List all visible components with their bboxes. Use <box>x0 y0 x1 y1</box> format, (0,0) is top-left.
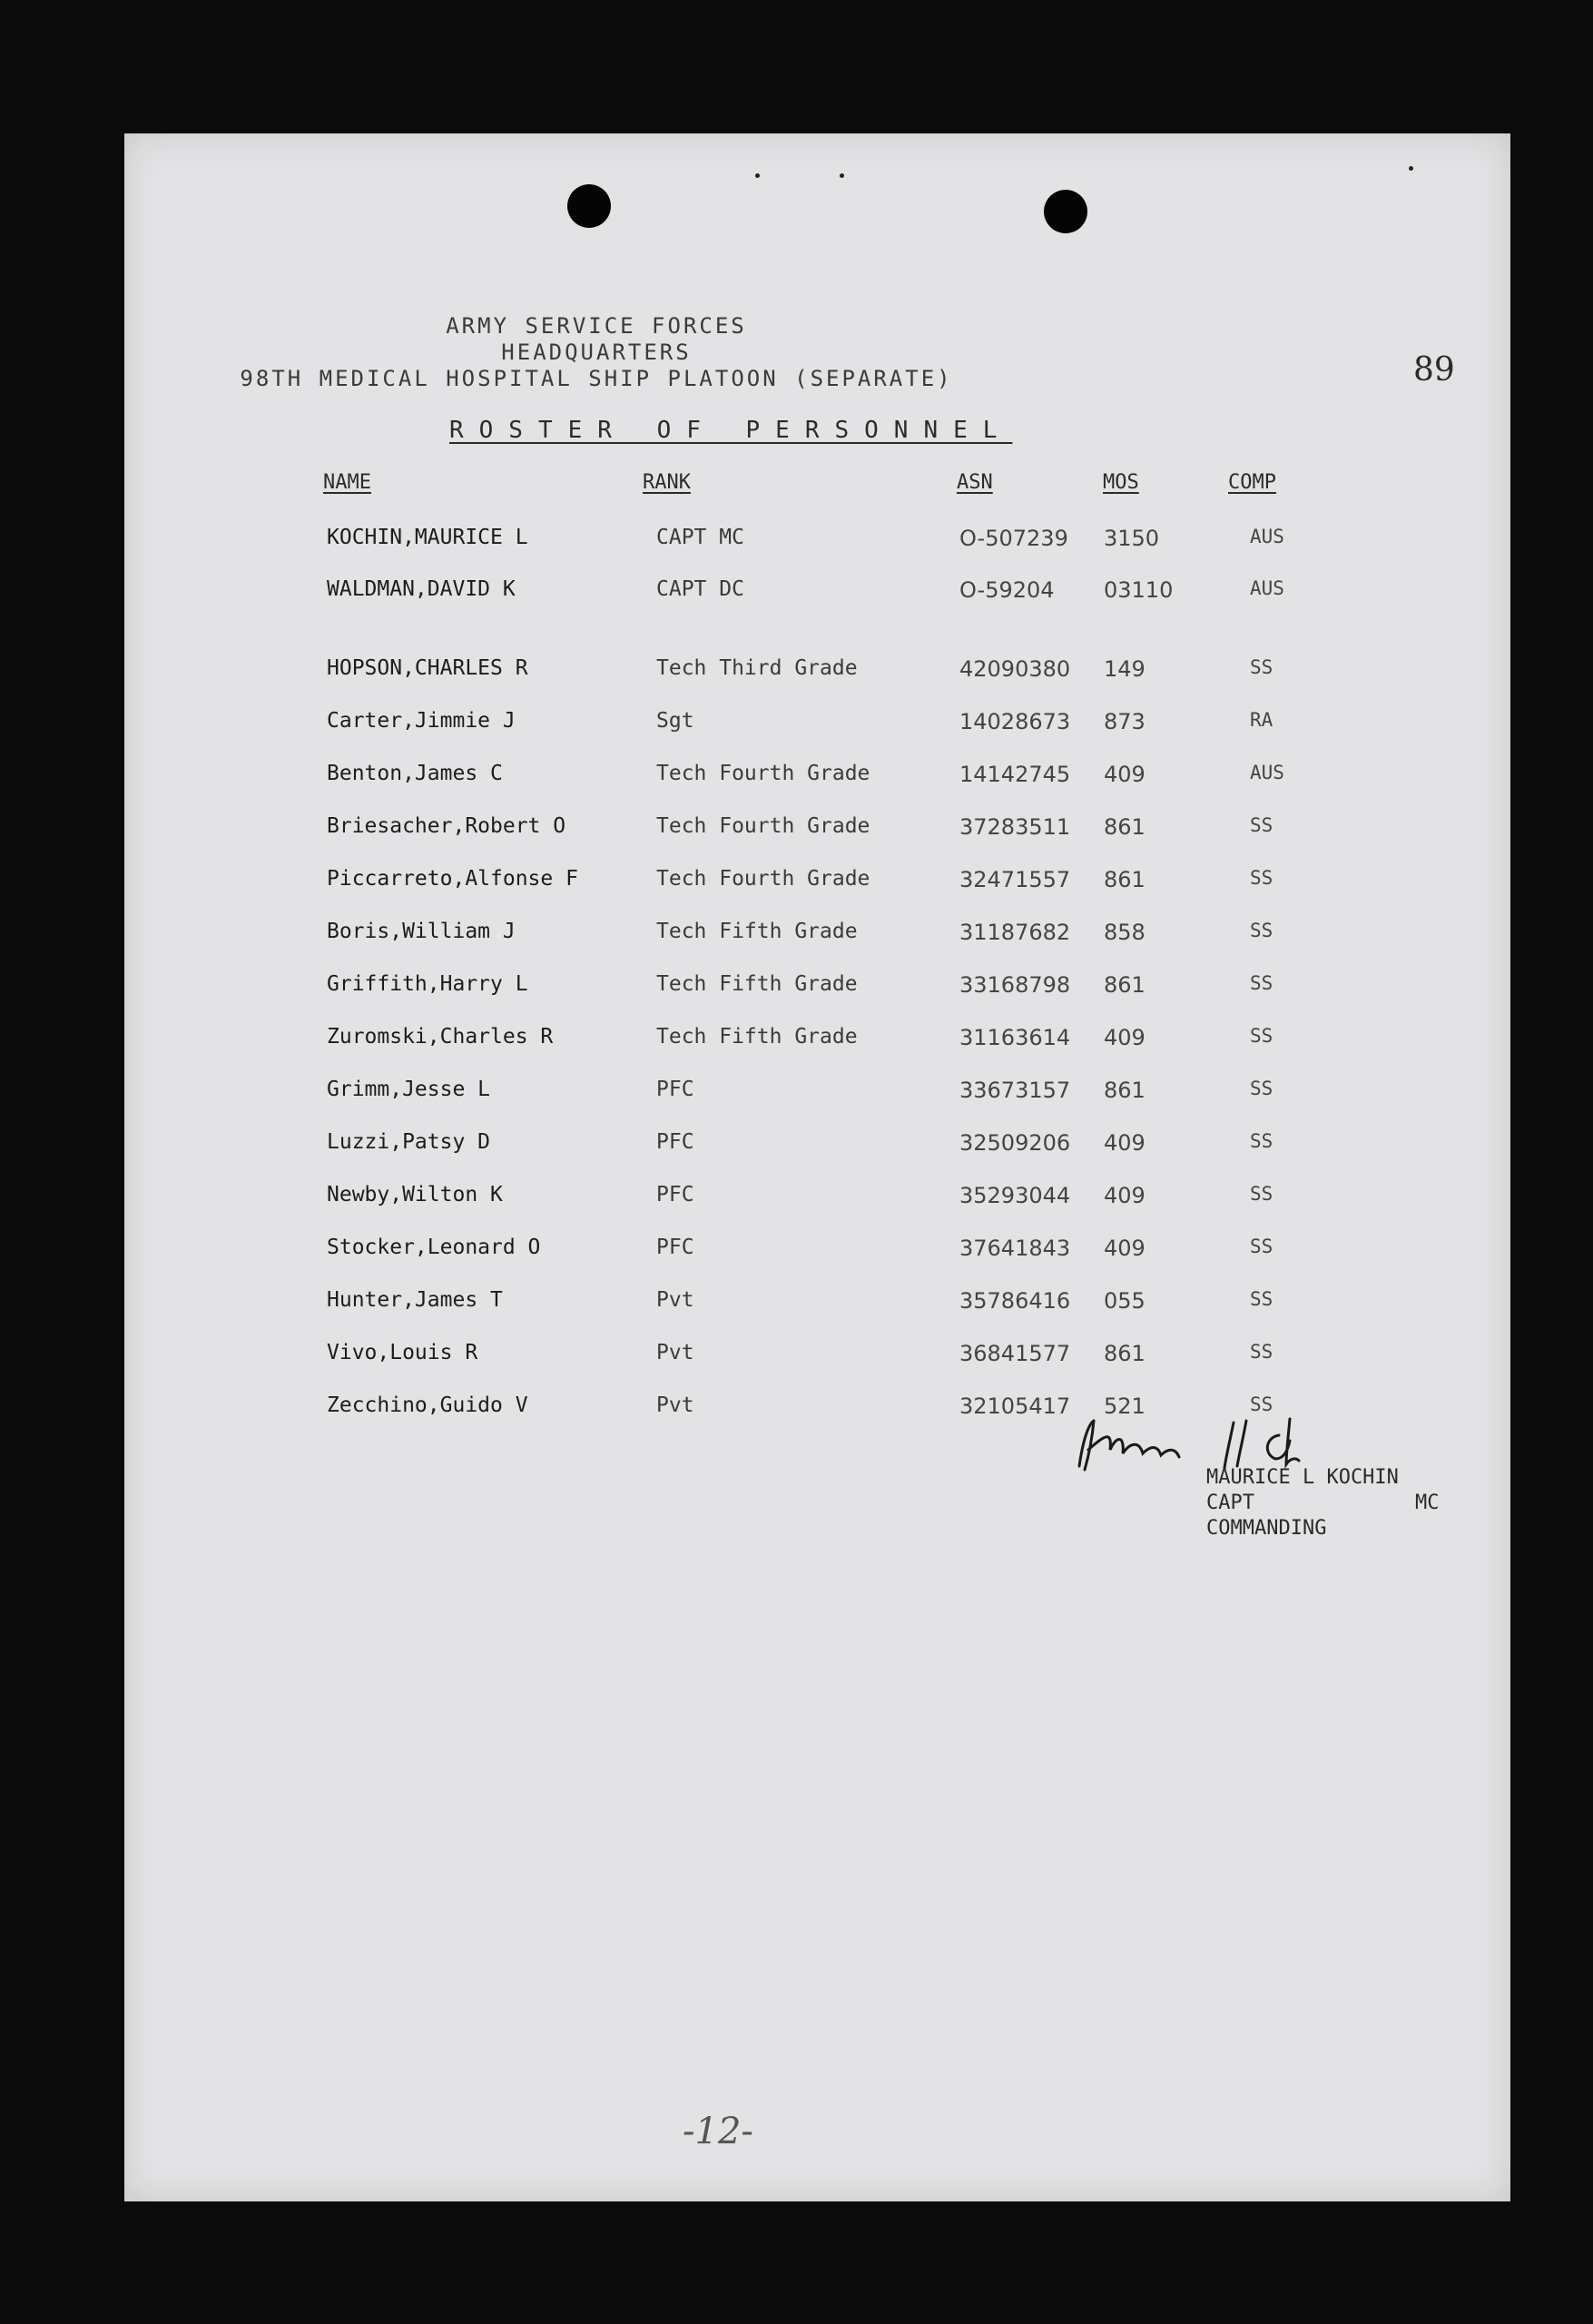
cell-asn: 37641843 <box>959 1236 1071 1261</box>
cell-rank: Tech Fifth Grade <box>656 920 858 943</box>
cell-comp: SS <box>1250 920 1273 941</box>
cell-comp: SS <box>1250 867 1273 889</box>
cell-mos: 861 <box>1104 1341 1146 1366</box>
column-header-rank: RANK <box>643 471 691 494</box>
column-header-comp: COMP <box>1228 471 1276 494</box>
cell-asn: O-59204 <box>959 577 1055 603</box>
roster-title: ROSTER OF PERSONNEL <box>449 417 1013 444</box>
cell-rank: Tech Fourth Grade <box>656 867 870 891</box>
cell-name: Grimm,Jesse L <box>327 1078 491 1101</box>
cell-asn: 33673157 <box>959 1078 1071 1103</box>
cell-comp: SS <box>1250 1236 1273 1257</box>
cell-mos: 873 <box>1104 709 1146 734</box>
cell-asn: 31187682 <box>959 920 1071 945</box>
cell-name: WALDMAN,DAVID K <box>327 577 516 601</box>
header-line-3: 98TH MEDICAL HOSPITAL SHIP PLATOON (SEPARATE) <box>240 366 953 391</box>
cell-asn: 31163614 <box>959 1025 1071 1050</box>
cell-name: Newby,Wilton K <box>327 1183 503 1206</box>
table-row-enlisted <box>124 1341 1510 1374</box>
cell-name: Carter,Jimmie J <box>327 709 516 733</box>
cell-rank: Tech Fifth Grade <box>656 1025 858 1049</box>
cell-asn: 42090380 <box>959 656 1071 682</box>
cell-rank: Tech Fourth Grade <box>656 762 870 785</box>
cell-comp: RA <box>1250 709 1273 731</box>
cell-mos: 409 <box>1104 762 1146 787</box>
cell-name: Piccarreto,Alfonse F <box>327 867 578 891</box>
cell-asn: 32105417 <box>959 1393 1071 1419</box>
column-header-mos: MOS <box>1103 471 1139 494</box>
cell-comp: SS <box>1250 814 1273 836</box>
cell-mos: 861 <box>1104 867 1146 892</box>
cell-asn: 36841577 <box>959 1341 1071 1366</box>
cell-name: Hunter,James T <box>327 1288 503 1312</box>
cell-mos: 861 <box>1104 814 1146 840</box>
cell-name: Benton,James C <box>327 762 503 785</box>
table-row-enlisted <box>124 814 1510 847</box>
cell-name: Luzzi,Patsy D <box>327 1130 491 1154</box>
cell-comp: SS <box>1250 1025 1273 1047</box>
cell-comp: SS <box>1250 1130 1273 1152</box>
paper-speck <box>840 173 844 178</box>
cell-mos: 409 <box>1104 1025 1146 1050</box>
cell-asn: 32471557 <box>959 867 1071 892</box>
page-number: 89 <box>1413 351 1455 389</box>
cell-name: Briesacher,Robert O <box>327 814 566 838</box>
cell-name: Stocker,Leonard O <box>327 1236 541 1259</box>
cell-rank: Tech Fifth Grade <box>656 972 858 996</box>
table-row-enlisted <box>124 920 1510 952</box>
cell-mos: 409 <box>1104 1236 1146 1261</box>
cell-name: KOCHIN,MAURICE L <box>327 526 528 549</box>
table-row-enlisted <box>124 972 1510 1005</box>
cell-name: Zecchino,Guido V <box>327 1393 528 1417</box>
punch-hole <box>567 184 611 228</box>
punch-hole <box>1044 190 1087 233</box>
cell-rank: Tech Third Grade <box>656 656 858 680</box>
signature-block <box>1052 1459 1440 1559</box>
cell-mos: 409 <box>1104 1183 1146 1208</box>
table-row-enlisted <box>124 709 1510 742</box>
cell-name: Zuromski,Charles R <box>327 1025 554 1049</box>
table-row-enlisted <box>124 1025 1510 1058</box>
cell-asn: 32509206 <box>959 1130 1071 1156</box>
cell-comp: AUS <box>1250 762 1284 783</box>
cell-name: Griffith,Harry L <box>327 972 528 996</box>
cell-mos: 521 <box>1104 1393 1146 1419</box>
cell-comp: SS <box>1250 1183 1273 1205</box>
cell-asn: 14142745 <box>959 762 1071 787</box>
table-row-enlisted <box>124 1130 1510 1163</box>
cell-rank: Tech Fourth Grade <box>656 814 870 838</box>
table-row-enlisted <box>124 1078 1510 1110</box>
cell-asn: 33168798 <box>959 972 1071 998</box>
cell-mos: 055 <box>1104 1288 1146 1314</box>
column-header-name: NAME <box>323 471 371 494</box>
cell-rank: Pvt <box>656 1288 694 1312</box>
cell-name: Boris,William J <box>327 920 516 943</box>
cell-rank: Sgt <box>656 709 694 733</box>
cell-name: HOPSON,CHARLES R <box>327 656 528 680</box>
cell-asn: 37283511 <box>959 814 1071 840</box>
signatory-rank: CAPT <box>1206 1492 1254 1514</box>
cell-rank: PFC <box>656 1236 694 1259</box>
cell-rank: PFC <box>656 1183 694 1206</box>
cell-mos: 858 <box>1104 920 1146 945</box>
cell-comp: SS <box>1250 1078 1273 1099</box>
cell-rank: Pvt <box>656 1393 694 1417</box>
bottom-page-mark: -12- <box>683 2111 753 2152</box>
cell-rank: PFC <box>656 1078 694 1101</box>
table-row-enlisted <box>124 1288 1510 1321</box>
cell-mos: 409 <box>1104 1130 1146 1156</box>
cell-mos: 03110 <box>1104 577 1174 603</box>
table-row-enlisted <box>124 656 1510 689</box>
cell-asn: O-507239 <box>959 526 1068 551</box>
document-page <box>124 133 1510 2201</box>
cell-rank: Pvt <box>656 1341 694 1364</box>
cell-comp: SS <box>1250 1288 1273 1310</box>
table-row-officer <box>124 577 1510 610</box>
cell-comp: SS <box>1250 972 1273 994</box>
cell-mos: 3150 <box>1104 526 1160 551</box>
table-row-enlisted <box>124 1236 1510 1268</box>
cell-rank: PFC <box>656 1130 694 1154</box>
table-row-enlisted <box>124 762 1510 794</box>
header-line-1: ARMY SERVICE FORCES <box>446 313 747 339</box>
cell-rank: CAPT DC <box>656 577 744 601</box>
table-row-officer <box>124 526 1510 558</box>
cell-mos: 149 <box>1104 656 1146 682</box>
table-row-enlisted <box>124 867 1510 900</box>
cell-comp: AUS <box>1250 526 1284 547</box>
cell-comp: SS <box>1250 1393 1273 1415</box>
table-row-enlisted <box>124 1183 1510 1216</box>
cell-mos: 861 <box>1104 972 1146 998</box>
cell-name: Vivo,Louis R <box>327 1341 478 1364</box>
header-line-2: HEADQUARTERS <box>501 340 692 365</box>
column-header-asn: ASN <box>957 471 993 494</box>
signatory-branch: MC <box>1415 1492 1440 1514</box>
cell-comp: SS <box>1250 1341 1273 1363</box>
cell-comp: SS <box>1250 656 1273 678</box>
cell-comp: AUS <box>1250 577 1284 599</box>
paper-speck <box>1409 166 1413 171</box>
cell-rank: CAPT MC <box>656 526 744 549</box>
cell-asn: 14028673 <box>959 709 1071 734</box>
cell-mos: 861 <box>1104 1078 1146 1103</box>
paper-speck <box>755 173 760 178</box>
signatory-title: COMMANDING <box>1206 1517 1327 1540</box>
cell-asn: 35293044 <box>959 1183 1071 1208</box>
cell-asn: 35786416 <box>959 1288 1071 1314</box>
signatory-name: MAURICE L KOCHIN <box>1206 1466 1399 1489</box>
